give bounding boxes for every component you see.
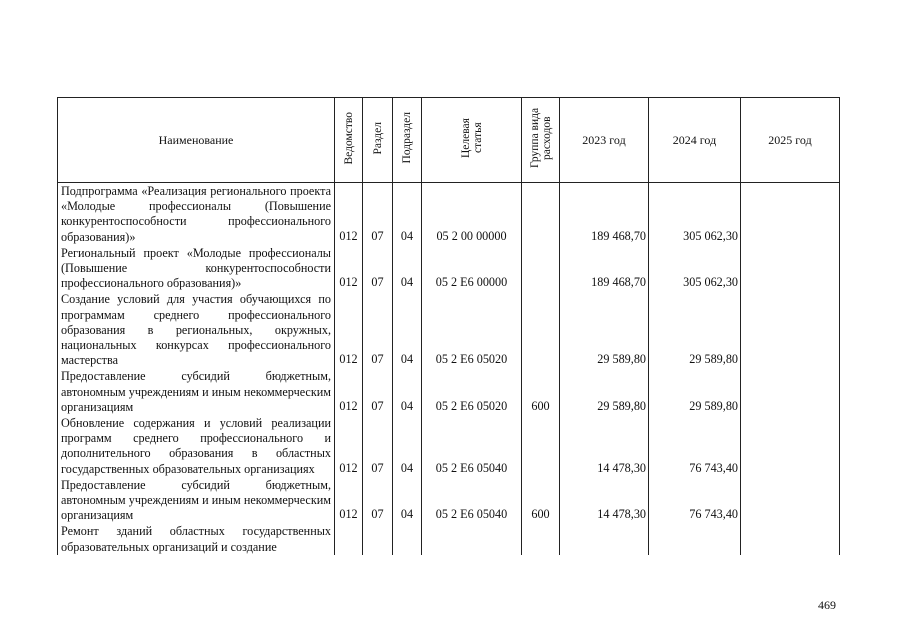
header-section: Раздел [363, 98, 393, 183]
row-value-2025 [741, 291, 840, 368]
row-expense-group [522, 245, 560, 292]
row-value-2025 [741, 245, 840, 292]
row-dept: 012 [335, 415, 363, 477]
row-value-2024: 76 743,40 [649, 415, 741, 477]
row-subsection: 04 [393, 245, 422, 292]
row-value-2023: 189 468,70 [560, 245, 649, 292]
table-row [58, 415, 840, 477]
row-section: 07 [363, 183, 393, 245]
header-subsection: Подраздел [393, 98, 422, 183]
row-value-2023: 29 589,80 [560, 291, 649, 368]
header-expense-group: Группа вида расходов [522, 98, 560, 183]
row-value-2024: 305 062,30 [649, 245, 741, 292]
table-row [58, 523, 840, 554]
row-subsection [393, 523, 422, 554]
row-name: Создание условий для участия обучающихся по программам среднего профессионального образования в региональных, окружных, национальных конкурсах профессионального мастерства [58, 291, 335, 368]
table-row [58, 245, 840, 292]
row-dept: 012 [335, 368, 363, 415]
table-row [58, 477, 840, 524]
row-section: 07 [363, 415, 393, 477]
row-expense-group [522, 291, 560, 368]
table-row [58, 291, 840, 368]
row-value-2025 [741, 523, 840, 554]
row-value-2023: 14 478,30 [560, 415, 649, 477]
row-section: 07 [363, 368, 393, 415]
header-name: Наименование [58, 98, 335, 183]
row-subsection: 04 [393, 477, 422, 524]
row-section: 07 [363, 245, 393, 292]
row-target: 05 2 Е6 00000 [422, 245, 522, 292]
row-value-2024: 29 589,80 [649, 291, 741, 368]
budget-table [57, 97, 840, 555]
header-2025: 2025 год [741, 98, 840, 183]
row-value-2023 [560, 523, 649, 554]
row-target [422, 523, 522, 554]
row-expense-group [522, 523, 560, 554]
row-section: 07 [363, 477, 393, 524]
row-name: Предоставление субсидий бюджетным, автономным учреждениям и иным некоммерческим организациям [58, 477, 335, 524]
row-value-2025 [741, 477, 840, 524]
row-dept [335, 523, 363, 554]
header-target: Целевая статья [422, 98, 522, 183]
header-2024: 2024 год [649, 98, 741, 183]
row-section: 07 [363, 291, 393, 368]
row-dept: 012 [335, 291, 363, 368]
row-expense-group [522, 183, 560, 245]
row-dept: 012 [335, 477, 363, 524]
row-expense-group: 600 [522, 368, 560, 415]
row-name: Региональный проект «Молодые профессионалы (Повышение конкурентоспособности профессионального образования)» [58, 245, 335, 292]
row-dept: 012 [335, 245, 363, 292]
header-2023: 2023 год [560, 98, 649, 183]
row-value-2023: 189 468,70 [560, 183, 649, 245]
row-value-2025 [741, 183, 840, 245]
row-dept: 012 [335, 183, 363, 245]
row-subsection: 04 [393, 291, 422, 368]
row-value-2024: 305 062,30 [649, 183, 741, 245]
row-section [363, 523, 393, 554]
row-expense-group: 600 [522, 477, 560, 524]
row-target: 05 2 00 00000 [422, 183, 522, 245]
row-subsection: 04 [393, 415, 422, 477]
row-expense-group [522, 415, 560, 477]
row-target: 05 2 Е6 05040 [422, 415, 522, 477]
row-target: 05 2 Е6 05020 [422, 368, 522, 415]
row-target: 05 2 Е6 05040 [422, 477, 522, 524]
row-value-2025 [741, 368, 840, 415]
header-dept: Ведомство [335, 98, 363, 183]
row-name: Обновление содержания и условий реализации программ среднего профессионального и дополнительного образования в областных государственных образовательных организациях [58, 415, 335, 477]
row-name: Предоставление субсидий бюджетным, автономным учреждениям и иным некоммерческим организациям [58, 368, 335, 415]
page-number: 469 [818, 598, 836, 612]
row-subsection: 04 [393, 368, 422, 415]
row-value-2024: 29 589,80 [649, 368, 741, 415]
row-value-2023: 14 478,30 [560, 477, 649, 524]
row-target: 05 2 Е6 05020 [422, 291, 522, 368]
row-value-2025 [741, 415, 840, 477]
row-value-2024: 76 743,40 [649, 477, 741, 524]
row-name: Ремонт зданий областных государственных образовательных организаций и создание [58, 523, 335, 554]
table-header-row [58, 98, 840, 183]
table-row [58, 183, 840, 245]
table-row [58, 368, 840, 415]
row-name: Подпрограмма «Реализация регионального проекта «Молодые профессионалы (Повышение конкурентоспособности профессионального образования)» [58, 183, 335, 245]
row-value-2024 [649, 523, 741, 554]
row-subsection: 04 [393, 183, 422, 245]
row-value-2023: 29 589,80 [560, 368, 649, 415]
